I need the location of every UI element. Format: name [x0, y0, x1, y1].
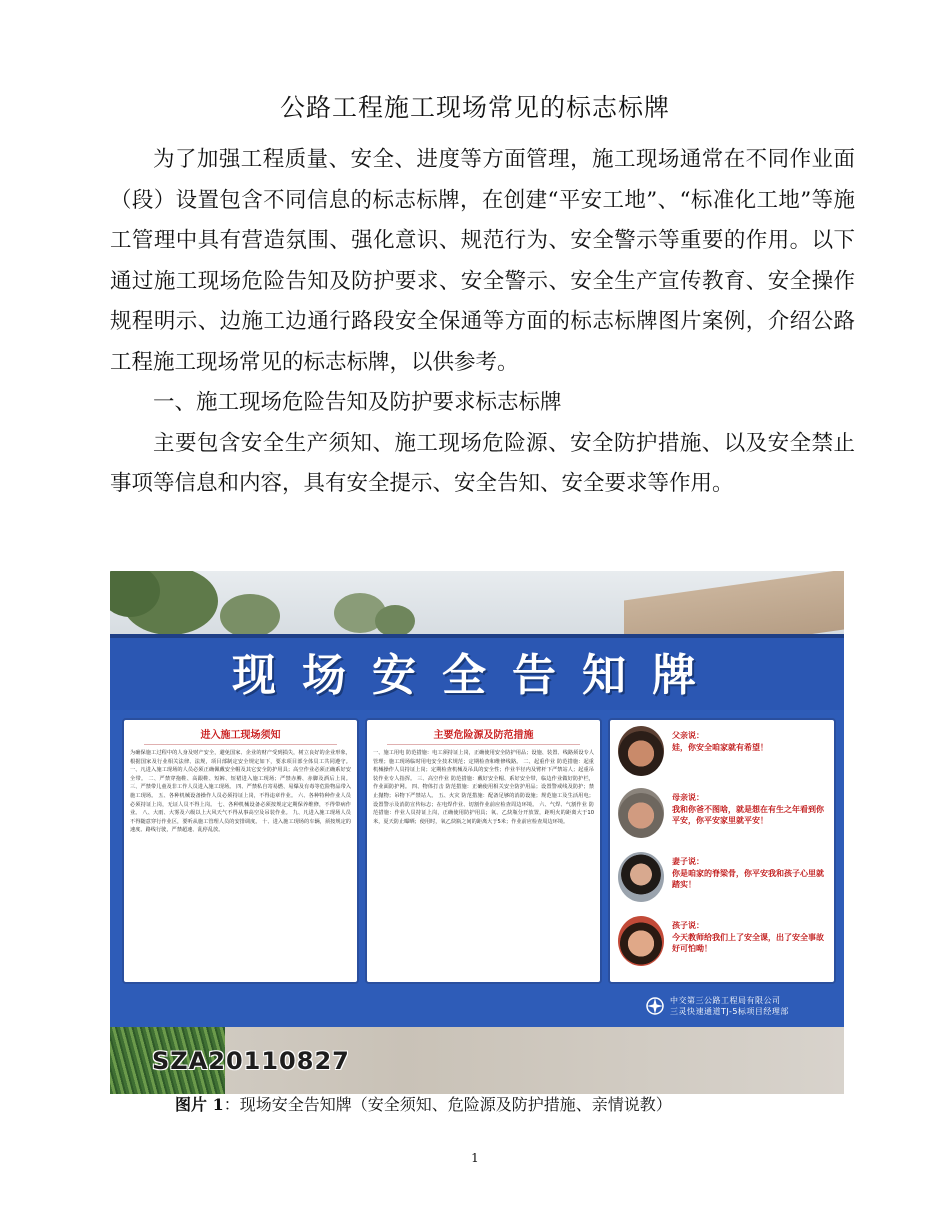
speech [672, 856, 826, 891]
mother-photo [618, 788, 664, 838]
panel-text: 为确保施工过程中的人身及财产安全，避免国家、企业的财产受到损失，树立良好的企业形象，根据国家及行业相关法律、法规，项目部制定安全规定如下，要求项目部全体员工共同遵守。 一、凡进入施工现场的人员必须正确佩戴安全帽及其它安全防护用具；高空作业必须正确系好安全带。 二、严禁穿拖鞋、高跟鞋、短裤、短裙进入施工现场；严禁赤膊、赤脚及酒后上岗。 三、严禁带儿童及非工作人员进入施工现场。 四、严禁私自寄易燃、易爆及有毒等危险物品带入施工现场。 五、各种机械设备操作人员必须持证上岗，不得违章作业。 六、各种特种作业人员必须持证上岗，无证人员不得上岗。 七、各种机械设备必须按规定定期保养维修，不得带病作业。 八、大雨、大雾及六级以上大风天气不得从事高空及吊装作业。 九、凡进入施工现场人员不得随意穿行作业区，要听从施工管理人员的安排调度。 十、进入施工现场的车辆，须按规定的速度、路线行驶，严禁超速、乱停乱放。 [130, 750, 351, 834]
father-photo [618, 726, 664, 776]
page-title: 公路工程施工现场常见的标志标牌 [279, 93, 670, 122]
panel-family-messages [608, 718, 836, 984]
body-text [110, 140, 855, 505]
page-number: 1 [471, 1151, 479, 1165]
caption-prefix: 图片 1 [175, 1095, 224, 1114]
sign-footer [110, 991, 844, 1027]
family-message-child [616, 914, 828, 972]
sign-photo [110, 571, 844, 1094]
panel-hazards [365, 718, 602, 984]
photo-watermark: SZA20110827 [152, 1047, 350, 1075]
panel-heading: 进入施工现场须知 [144, 726, 337, 745]
speech [672, 920, 826, 955]
family-label: 妻子说： [672, 857, 704, 866]
family-text: 你是咱家的脊梁骨，你平安我和孩子心里就踏实！ [672, 868, 824, 889]
company-logo-icon [645, 996, 665, 1016]
company-name [670, 995, 789, 1017]
wife-photo [618, 852, 664, 902]
family-text: 今天教师给我们上了安全课，出了安全事故好可怕呦！ [672, 932, 824, 953]
family-label: 孩子说： [672, 921, 704, 930]
panel-site-rules [122, 718, 359, 984]
caption-text: ：现场安全告知牌（安全须知、危险源及防护措施、亲情说教） [223, 1095, 672, 1114]
company-line: 三灵快速通道TJ-5标项目经理部 [670, 1007, 789, 1016]
sign-body [110, 710, 844, 991]
child-photo [618, 916, 664, 966]
panel-text: 一、施工用电 防范措施：电工须持证上岗，正确使用安全防护用品；设施、装置、线路须设专人管理；施工现场临时用电安全技术规范；定期检查和维修线路。 二、起重作业 防范措施：起重机械操作人员持证上岗；定期检查机械及吊具的安全性；作业半径内及臂杆下严禁站人；起重吊装作业专人指挥。 三、高空作业 防范措施：戴好安全帽、系好安全带，临边作业做好防护栏，作业面防护网。 四、物体打击 防范措施：正确使用相关安全防护用品；设置警戒线及防护；禁止抛物；吊物下严禁站人。 五、火灾 防范措施：配备足够的消防设施；规范施工及生活用电；设置警示及消防宣传标志；在电焊作业、切割作业前应检查周边环境。 六、气焊、气割作业 防范措施：作业人员持证上岗，正确使用防护用具；氧、乙炔瓶分开放置，距明火的距离大于10米，夏天防止曝晒；使用时，氧乙炔瓶之间的距离大于5米；作业前应检查周边环境。 [373, 750, 594, 825]
family-text: 我和你爸不图啥，就是想在有生之年看到你平安，你平安家里就平安！ [672, 804, 824, 825]
family-message-father [616, 724, 828, 782]
family-label: 父亲说： [672, 731, 704, 740]
panel-heading: 主要危险源及防范措施 [387, 726, 580, 745]
family-text: 娃，你安全咱家就有希望！ [672, 742, 768, 752]
figure-caption [175, 1094, 672, 1116]
sign-banner [110, 634, 844, 717]
speech [672, 792, 826, 827]
speech [672, 730, 826, 753]
sign-title: 现场安全告知牌 [232, 650, 722, 701]
family-label: 母亲说： [672, 793, 704, 802]
intro-paragraph: 为了加强工程质量、安全、进度等方面管理，施工现场通常在不同作业面（段）设置包含不同信息的标志标牌，在创建“平安工地”、“标准化工地”等施工管理中具有营造氛围、强化意识、规范行为、安全警示等重要的作用。以下通过施工现场危险告知及防护要求、安全警示、安全生产宣传教育、安全操作规程明示、边施工边通行路段安全保通等方面的标志标牌图片案例，介绍公路工程施工现场常见的标志标牌，以供参考。 [110, 147, 855, 375]
section-heading: 一、施工现场危险告知及防护要求标志标牌 [153, 390, 562, 415]
section-paragraph: 主要包含安全生产须知、施工现场危险源、安全防护措施、以及安全禁止事项等信息和内容，具有安全提示、安全告知、安全要求等作用。 [110, 430, 855, 496]
family-message-wife [616, 850, 828, 908]
company-line: 中交第三公路工程局有限公司 [670, 996, 781, 1005]
family-message-mother [616, 786, 828, 844]
